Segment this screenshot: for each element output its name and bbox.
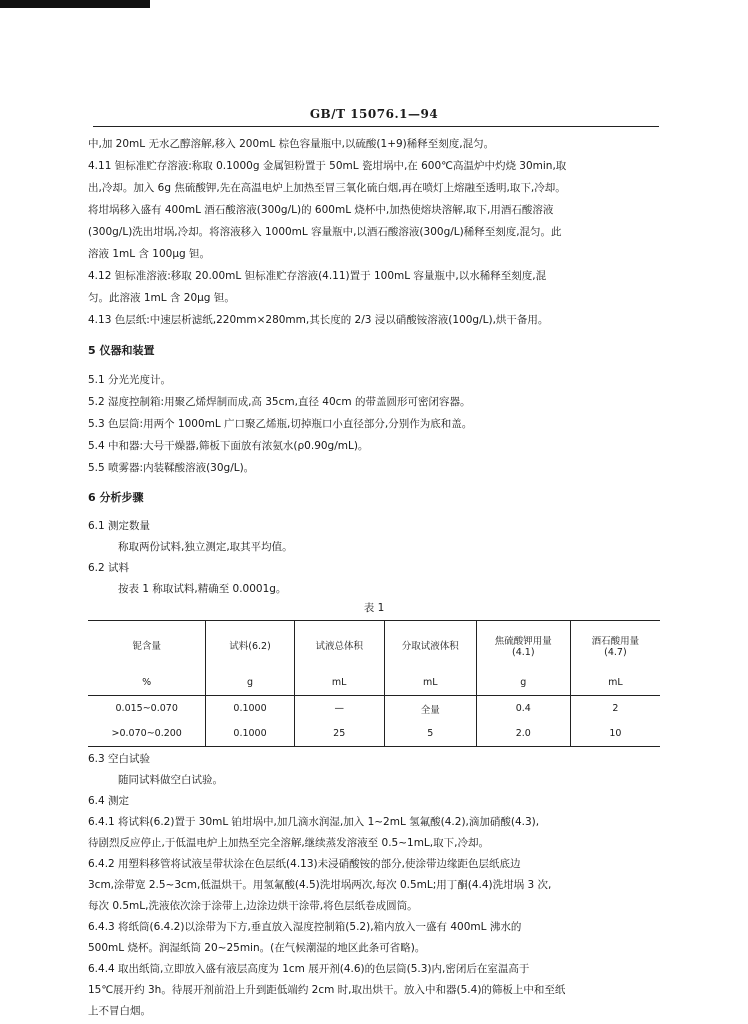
para-line: 每次 0.5mL,洗液依次涂于涂带上,边涂边烘干涂带,将色层纸卷成圆筒。 — [88, 900, 418, 912]
para-line: 待剧烈反应停止,于低温电炉上加热至完全溶解,继续蒸发溶液至 0.5~1mL,取下,冷却。 — [88, 837, 489, 849]
para-6-4: 6.4 测定 — [88, 795, 130, 807]
table-unit: mL — [384, 669, 476, 696]
table-cell: 全量 — [384, 696, 476, 722]
para-5-1: 5.1 分光光度计。 — [88, 374, 172, 386]
para-6-4-4: 6.4.4 取出纸筒,立即放入盛有液层高度为 1cm 展开剂(4.6)的色层筒(5.3)内,密闭后在室温高于 — [88, 963, 530, 975]
para-line: 500mL 烧杯。润湿纸筒 20~25min。(在气候潮湿的地区此条可省略)。 — [88, 942, 426, 954]
header-rule — [93, 126, 659, 127]
para-5-3: 5.3 色层筒:用两个 1000mL 广口聚乙烯瓶,切掉瓶口小直径部分,分别作为底和盖。 — [88, 418, 473, 430]
table-cell: 2.0 — [476, 721, 570, 747]
para-6-4-1: 6.4.1 将试料(6.2)置于 30mL 铂坩埚中,加几滴水润湿,加入 1~2mL 氢氟酸(4.2),滴加硝酸(4.3), — [88, 816, 540, 828]
para-5-2: 5.2 湿度控制箱:用聚乙烯焊制而成,高 35cm,直径 40cm 的带盖圆形可密闭容器。 — [88, 396, 471, 408]
table-cell: 0.1000 — [206, 721, 294, 747]
table-cell: 0.1000 — [206, 696, 294, 722]
table-header: 焦硫酸钾用量 (4.1) — [476, 621, 570, 670]
para-5-4: 5.4 中和器:大号干燥器,筛板下面放有浓氨水(ρ0.90g/mL)。 — [88, 440, 369, 452]
reagent-table — [88, 620, 660, 747]
para-6-4-2: 6.4.2 用塑料移管将试液呈带状涂在色层纸(4.13)未浸硝酸铵的部分,使涂带边缘距色层纸底边 — [88, 858, 521, 870]
para-6-3: 6.3 空白试验 — [88, 753, 151, 765]
para-line: (300g/L)洗出坩埚,冷却。将溶液移入 1000mL 容量瓶中,以酒石酸溶液(300g/L)稀释至刻度,混匀。此 — [88, 226, 562, 238]
para-line: 按表 1 称取试料,精确至 0.0001g。 — [118, 583, 287, 595]
para-line: 匀。此溶液 1mL 含 20μg 钽。 — [88, 292, 235, 304]
para-6-1: 6.1 测定数量 — [88, 520, 151, 532]
table-header: 酒石酸用量 (4.7) — [570, 621, 660, 670]
para-line: 随同试料做空白试验。 — [118, 774, 223, 786]
table-row — [88, 696, 660, 722]
para-line: 将坩埚移入盛有 400mL 酒石酸溶液(300g/L)的 600mL 烧杯中,加热使熔块溶解,取下,用酒石酸溶液 — [88, 204, 554, 216]
table-cell: >0.070~0.200 — [111, 728, 182, 739]
para-5-5: 5.5 喷雾器:内装鞣酸溶液(30g/L)。 — [88, 462, 255, 474]
table-cell: 25 — [294, 721, 384, 747]
table-header: 分取试液体积 — [384, 621, 476, 670]
para-line: 称取两份试料,独立测定,取其平均值。 — [118, 541, 293, 553]
standard-number-header: GB/T 15076.1—94 — [309, 107, 439, 121]
table-header: 试料(6.2) — [206, 621, 294, 670]
table-cell: 10 — [570, 721, 660, 747]
section-5-heading: 5 仪器和装置 — [88, 344, 155, 357]
table-cell: 5 — [384, 721, 476, 747]
table-row — [88, 721, 660, 747]
para-line: 中,加 20mL 无水乙醇溶解,移入 200mL 棕色容量瓶中,以硫酸(1+9)稀释至刻度,混匀。 — [88, 138, 495, 150]
table-cell: — — [294, 696, 384, 722]
table-unit: % — [88, 669, 206, 696]
scan-edge-mark — [0, 0, 150, 8]
table-cell: 2 — [570, 696, 660, 722]
para-line: 3cm,涂带宽 2.5~3cm,低温烘干。用氢氟酸(4.5)洗坩埚两次,每次 0.5mL;用丁酮(4.4)洗坩埚 3 次, — [88, 879, 552, 891]
para-4-13: 4.13 色层纸:中速层析滤纸,220mm×280mm,其长度的 2/3 浸以硝酸铵溶液(100g/L),烘干备用。 — [88, 314, 549, 326]
table-unit: g — [206, 669, 294, 696]
para-6-4-3: 6.4.3 将纸筒(6.4.2)以涂带为下方,垂直放入湿度控制箱(5.2),箱内放入一盛有 400mL 沸水的 — [88, 921, 522, 933]
table-cell: 0.4 — [476, 696, 570, 722]
para-line: 上不冒白烟。 — [88, 1005, 151, 1017]
table-caption: 表 1 — [363, 602, 385, 614]
para-line: 出,冷却。加入 6g 焦硫酸钾,先在高温电炉上加热至冒三氧化硫白烟,再在喷灯上熔融至透明,取下,冷却。 — [88, 182, 566, 194]
para-6-2: 6.2 试料 — [88, 562, 130, 574]
table-unit: mL — [570, 669, 660, 696]
table-cell: 0.015~0.070 — [115, 703, 178, 714]
table-unit: g — [476, 669, 570, 696]
para-4-12: 4.12 钽标准溶液:移取 20.00mL 钽标准贮存溶液(4.11)置于 100mL 容量瓶中,以水稀释至刻度,混 — [88, 270, 547, 282]
section-6-heading: 6 分析步骤 — [88, 491, 144, 504]
para-line: 15℃展开约 3h。待展开剂前沿上升到距低端约 2cm 时,取出烘干。放入中和器(5.4)的筛板上中和至纸 — [88, 984, 566, 996]
table-header: 铌含量 — [132, 641, 161, 652]
table-header: 试液总体积 — [294, 621, 384, 670]
para-line: 溶液 1mL 含 100μg 钽。 — [88, 248, 210, 260]
para-4-11: 4.11 钽标准贮存溶液:称取 0.1000g 金属钽粉置于 50mL 瓷坩埚中,在 600℃高温炉中灼烧 30min,取 — [88, 160, 567, 172]
table-unit: mL — [294, 669, 384, 696]
